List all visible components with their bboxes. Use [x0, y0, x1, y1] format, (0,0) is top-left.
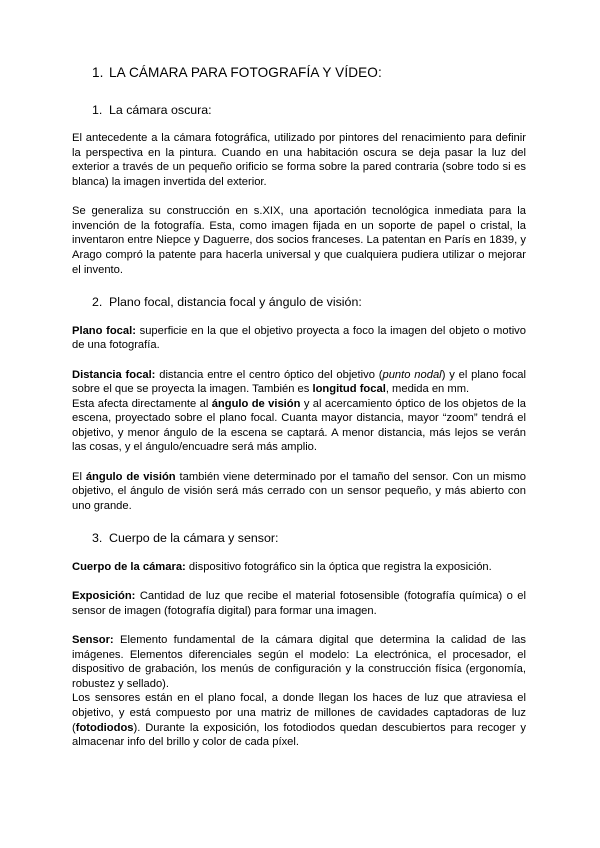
definition-text: Cantidad de luz que recibe el material fotosensible (fotografía química) o el sensor de imagen (fotografía digital) para formar una imagen.: [72, 590, 526, 617]
paragraph-plano-focal: [72, 324, 526, 353]
definition-text: Elemento fundamental de la cámara digital que determina la calidad de las imágenes. Elementos diferenciales según el modelo: La electrónica, el procesador, el dispositivo de grabación, los menús de configuración y la construcción física (ergonomía, robustez y sellado).: [72, 634, 526, 690]
section-number: 2.: [92, 295, 103, 310]
bold-term: longitud focal: [312, 383, 386, 396]
bold-term: fotodiodos: [75, 721, 134, 734]
page-title: [92, 66, 526, 81]
paragraph-exposicion: [72, 589, 526, 618]
section-heading-camara-oscura: [92, 103, 526, 118]
body-text: y al acercamiento óptico de los objetos de la escena, proyectado sobre el plano focal. Cuanta mayor distancia, mayor “zoom” tendrá el objetivo, y menor ángulo de la escena se captará. A menor distancia, más lejos se verán las cosas, y el ángulo/encuadre será más amplio.: [72, 397, 526, 454]
paragraph-cuerpo: [72, 560, 526, 575]
section-title: Plano focal, distancia focal y ángulo de visión:: [109, 295, 362, 310]
paragraph-sensor: [72, 633, 526, 691]
body-text: también viene determinado por el tamaño del sensor. Con un mismo objetivo, el ángulo de visión será más cerrado con un sensor pequeño, y más abierto con uno grande.: [72, 470, 527, 512]
section-number: 3.: [92, 531, 103, 546]
body-text: Esta afecta directamente al: [72, 397, 212, 410]
body-text: El: [72, 470, 86, 483]
paragraph-construccion: Se generaliza su construcción en s.XIX, una aportación tecnológica inmediata para la invención de la fotografía. Esta, como imagen fijada en un soporte de papel o cristal, la inventaron entre Niepce y Daguerre, dos socios franceses. La patentan en París en 1839, y Arago compró la patente para hacerla universal y que cualquiera pudiera utilizar o mejorar el invento.: [72, 205, 526, 276]
definition-text: , medida en mm.: [385, 383, 470, 396]
section-number: 1.: [92, 102, 103, 117]
section-heading-plano-focal: [92, 295, 526, 310]
title-text: LA CÁMARA PARA FOTOGRAFÍA Y VÍDEO:: [109, 65, 382, 80]
italic-term: punto nodal: [382, 368, 442, 381]
body-text: ). Durante la exposición, los fotodiodos quedan descubiertos para recoger y almacenar info del brillo y color de cada píxel.: [72, 721, 526, 749]
section-title: Cuerpo de la cámara y sensor:: [109, 531, 279, 546]
definition-text: dispositivo fotográfico sin la óptica que registra la exposición.: [185, 561, 492, 574]
section-title: La cámara oscura:: [109, 102, 212, 117]
paragraph-antecedente: El antecedente a la cámara fotográfica, utilizado por pintores del renacimiento para definir la perspectiva en la pintura. Cuando en una habitación oscura se deja pasar la luz del exterior a través de un pequeño orificio se forma sobre la pared contraria (sobre todo si es blanca) la imagen invertida del exterior.: [72, 132, 526, 188]
term-exposicion: Exposición:: [72, 590, 136, 603]
bold-term: ángulo de visión: [211, 397, 301, 410]
paragraph-distancia-focal: [72, 368, 526, 397]
term-plano-focal: Plano focal:: [72, 324, 136, 337]
paragraph-afecta: [72, 397, 526, 455]
section-heading-cuerpo-sensor: [92, 531, 526, 546]
paragraph-sensores: [72, 691, 526, 749]
document-content: [72, 66, 526, 750]
body-text: Los sensores están en el plano focal, a donde llegan los haces de luz que atraviesa el objetivo, y está compuesto por una matriz de millones de cavidades captadoras de luz (: [72, 692, 526, 734]
paragraph-angulo-vision: [72, 470, 526, 514]
definition-text: ) y el plano focal sobre el que se proyecta la imagen. También es: [72, 368, 526, 396]
term-sensor: Sensor:: [72, 634, 114, 646]
definition-text: superficie en la que el objetivo proyecta a foco la imagen del objeto o motivo de una fotografía.: [72, 324, 526, 352]
term-cuerpo: Cuerpo de la cámara:: [72, 561, 186, 574]
bold-term: ángulo de visión: [85, 470, 176, 483]
term-distancia-focal: Distancia focal:: [72, 368, 156, 381]
title-number: 1.: [92, 65, 104, 80]
definition-text: distancia entre el centro óptico del objetivo (: [155, 368, 383, 381]
